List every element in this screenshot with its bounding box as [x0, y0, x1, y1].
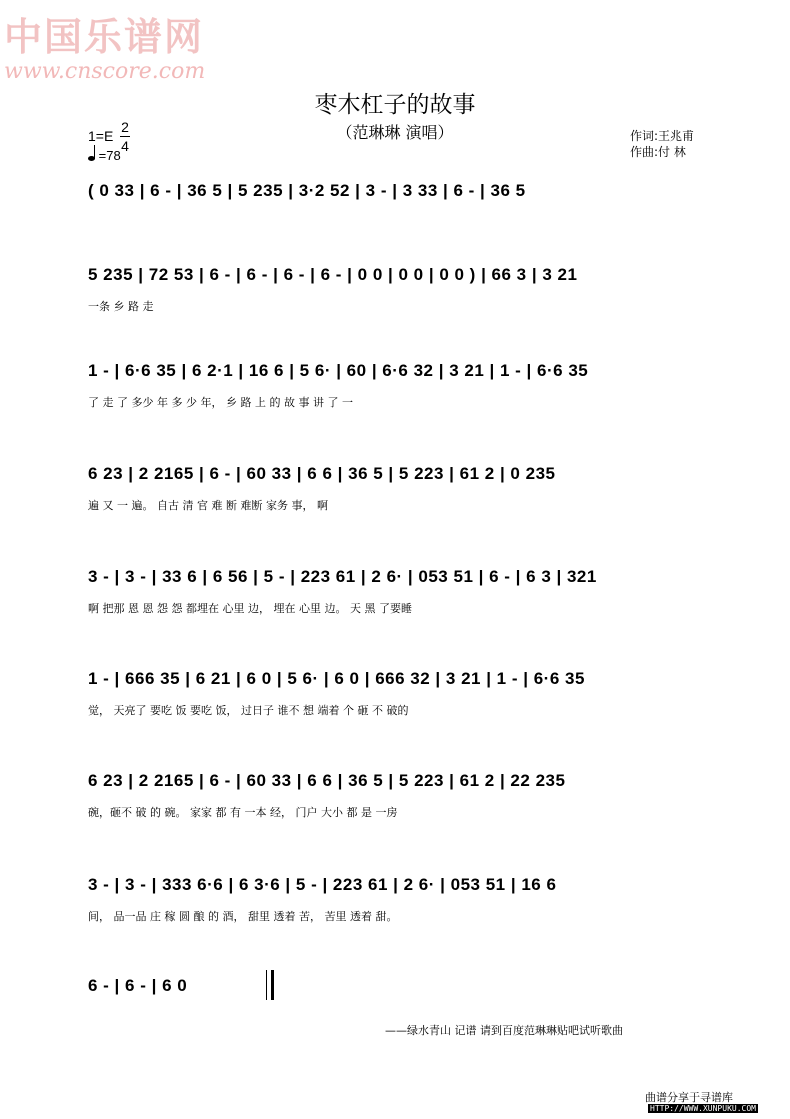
score-system-1 — [88, 180, 732, 214]
notes-row: 6 - | 6 - | 6 0 — [88, 976, 188, 995]
tempo-value: =78 — [98, 148, 121, 163]
lyrics-row: 了 走 了 多少 年 多 少 年， 乡 路 上 的 故 事 讲 了 一 — [88, 396, 353, 409]
score-system-8 — [88, 874, 732, 924]
lyrics-row: 遍 又 一 遍。 自古 清 官 难 断 难断 家务 事， 啊 — [88, 499, 328, 512]
key-signature: 1=E — [88, 128, 114, 144]
score-system-3 — [88, 360, 732, 410]
score-system-5 — [88, 566, 732, 616]
time-signature — [120, 120, 130, 153]
song-title: 枣木杠子的故事 — [314, 92, 476, 118]
notes-row: 1 - | 666 35 | 6 21 | 6 0 | 5 6· | 6 0 | 666 32 | 3 21 | 1 - | 6·6 35 — [88, 669, 585, 688]
final-barline — [266, 970, 274, 1000]
watermark-logo — [4, 6, 205, 84]
footer-site-name: 曲谱分享于寻谱库 — [645, 1091, 733, 1104]
notes-row: 1 - | 6·6 35 | 6 2·1 | 16 6 | 5 6· | 60 | 6·6 32 | 3 21 | 1 - | 6·6 35 — [88, 361, 589, 380]
tempo-mark — [88, 148, 121, 163]
score-system-6 — [88, 668, 732, 718]
song-subtitle: （范琳琳 演唱） — [336, 123, 454, 142]
lyrics-row: 觉， 天亮了 要吃 饭 要吃 饭， 过日子 谁不 想 端着 个 砸 不 破的 — [88, 704, 409, 717]
score-system-9 — [88, 975, 732, 997]
time-signature-bottom: 4 — [121, 138, 129, 154]
notes-row: 6 23 | 2 2165 | 6 - | 60 33 | 6 6 | 36 5 | 5 223 | 61 2 | 22 235 — [88, 771, 566, 790]
lyrics-row: 一条 乡 路 走 — [88, 300, 154, 313]
lyrics-row: 啊 把那 恩 恩 怨 怨 都埋在 心里 边， 埋在 心里 边。 天 黑 了要睡 — [88, 602, 412, 615]
notes-row: 3 - | 3 - | 33 6 | 6 56 | 5 - | 223 61 | 2 6· | 053 51 | 6 - | 6 3 | 321 — [88, 567, 597, 586]
score-system-4 — [88, 463, 732, 513]
score-system-7 — [88, 770, 732, 820]
lyrics-row: 碗，砸不 破 的 碗。 家家 都 有 一本 经， 门户 大小 都 是 一房 — [88, 806, 398, 819]
transcriber-signature: ——绿水青山 记谱 请到百度范琳琳贴吧试听歌曲 — [385, 1024, 623, 1037]
notes-row: 5 235 | 72 53 | 6 - | 6 - | 6 - | 6 - | 0 0 | 0 0 | 0 0 ) | 66 3 | 3 21 — [88, 265, 578, 284]
lyrics-row: 间， 品一品 庄 稼 圆 酿 的 酒， 甜里 透着 苦， 苦里 透着 甜。 — [88, 910, 398, 923]
score-system-2 — [88, 264, 732, 314]
notes-row: 3 - | 3 - | 333 6·6 | 6 3·6 | 5 - | 223 61 | 2 6· | 053 51 | 16 6 — [88, 875, 557, 894]
composer: 作曲:付 林 — [630, 145, 686, 159]
credits — [630, 128, 694, 160]
notes-row: 6 23 | 2 2165 | 6 - | 60 33 | 6 6 | 36 5 | 5 223 | 61 2 | 0 235 — [88, 464, 556, 483]
footer-url: HTTP://WWW.XUNPUKU.COM — [650, 1104, 756, 1113]
watermark-site-name: 中国乐谱网 — [4, 14, 205, 59]
notes-row: ( 0 33 | 6 - | 36 5 | 5 235 | 3·2 52 | 3 - | 3 33 | 6 - | 36 5 — [88, 181, 526, 200]
lyricist: 作词:王兆甫 — [630, 129, 695, 143]
quarter-note-icon — [88, 156, 95, 161]
time-signature-top: 2 — [121, 119, 129, 135]
watermark-url: www.cnscore.com — [4, 59, 206, 84]
